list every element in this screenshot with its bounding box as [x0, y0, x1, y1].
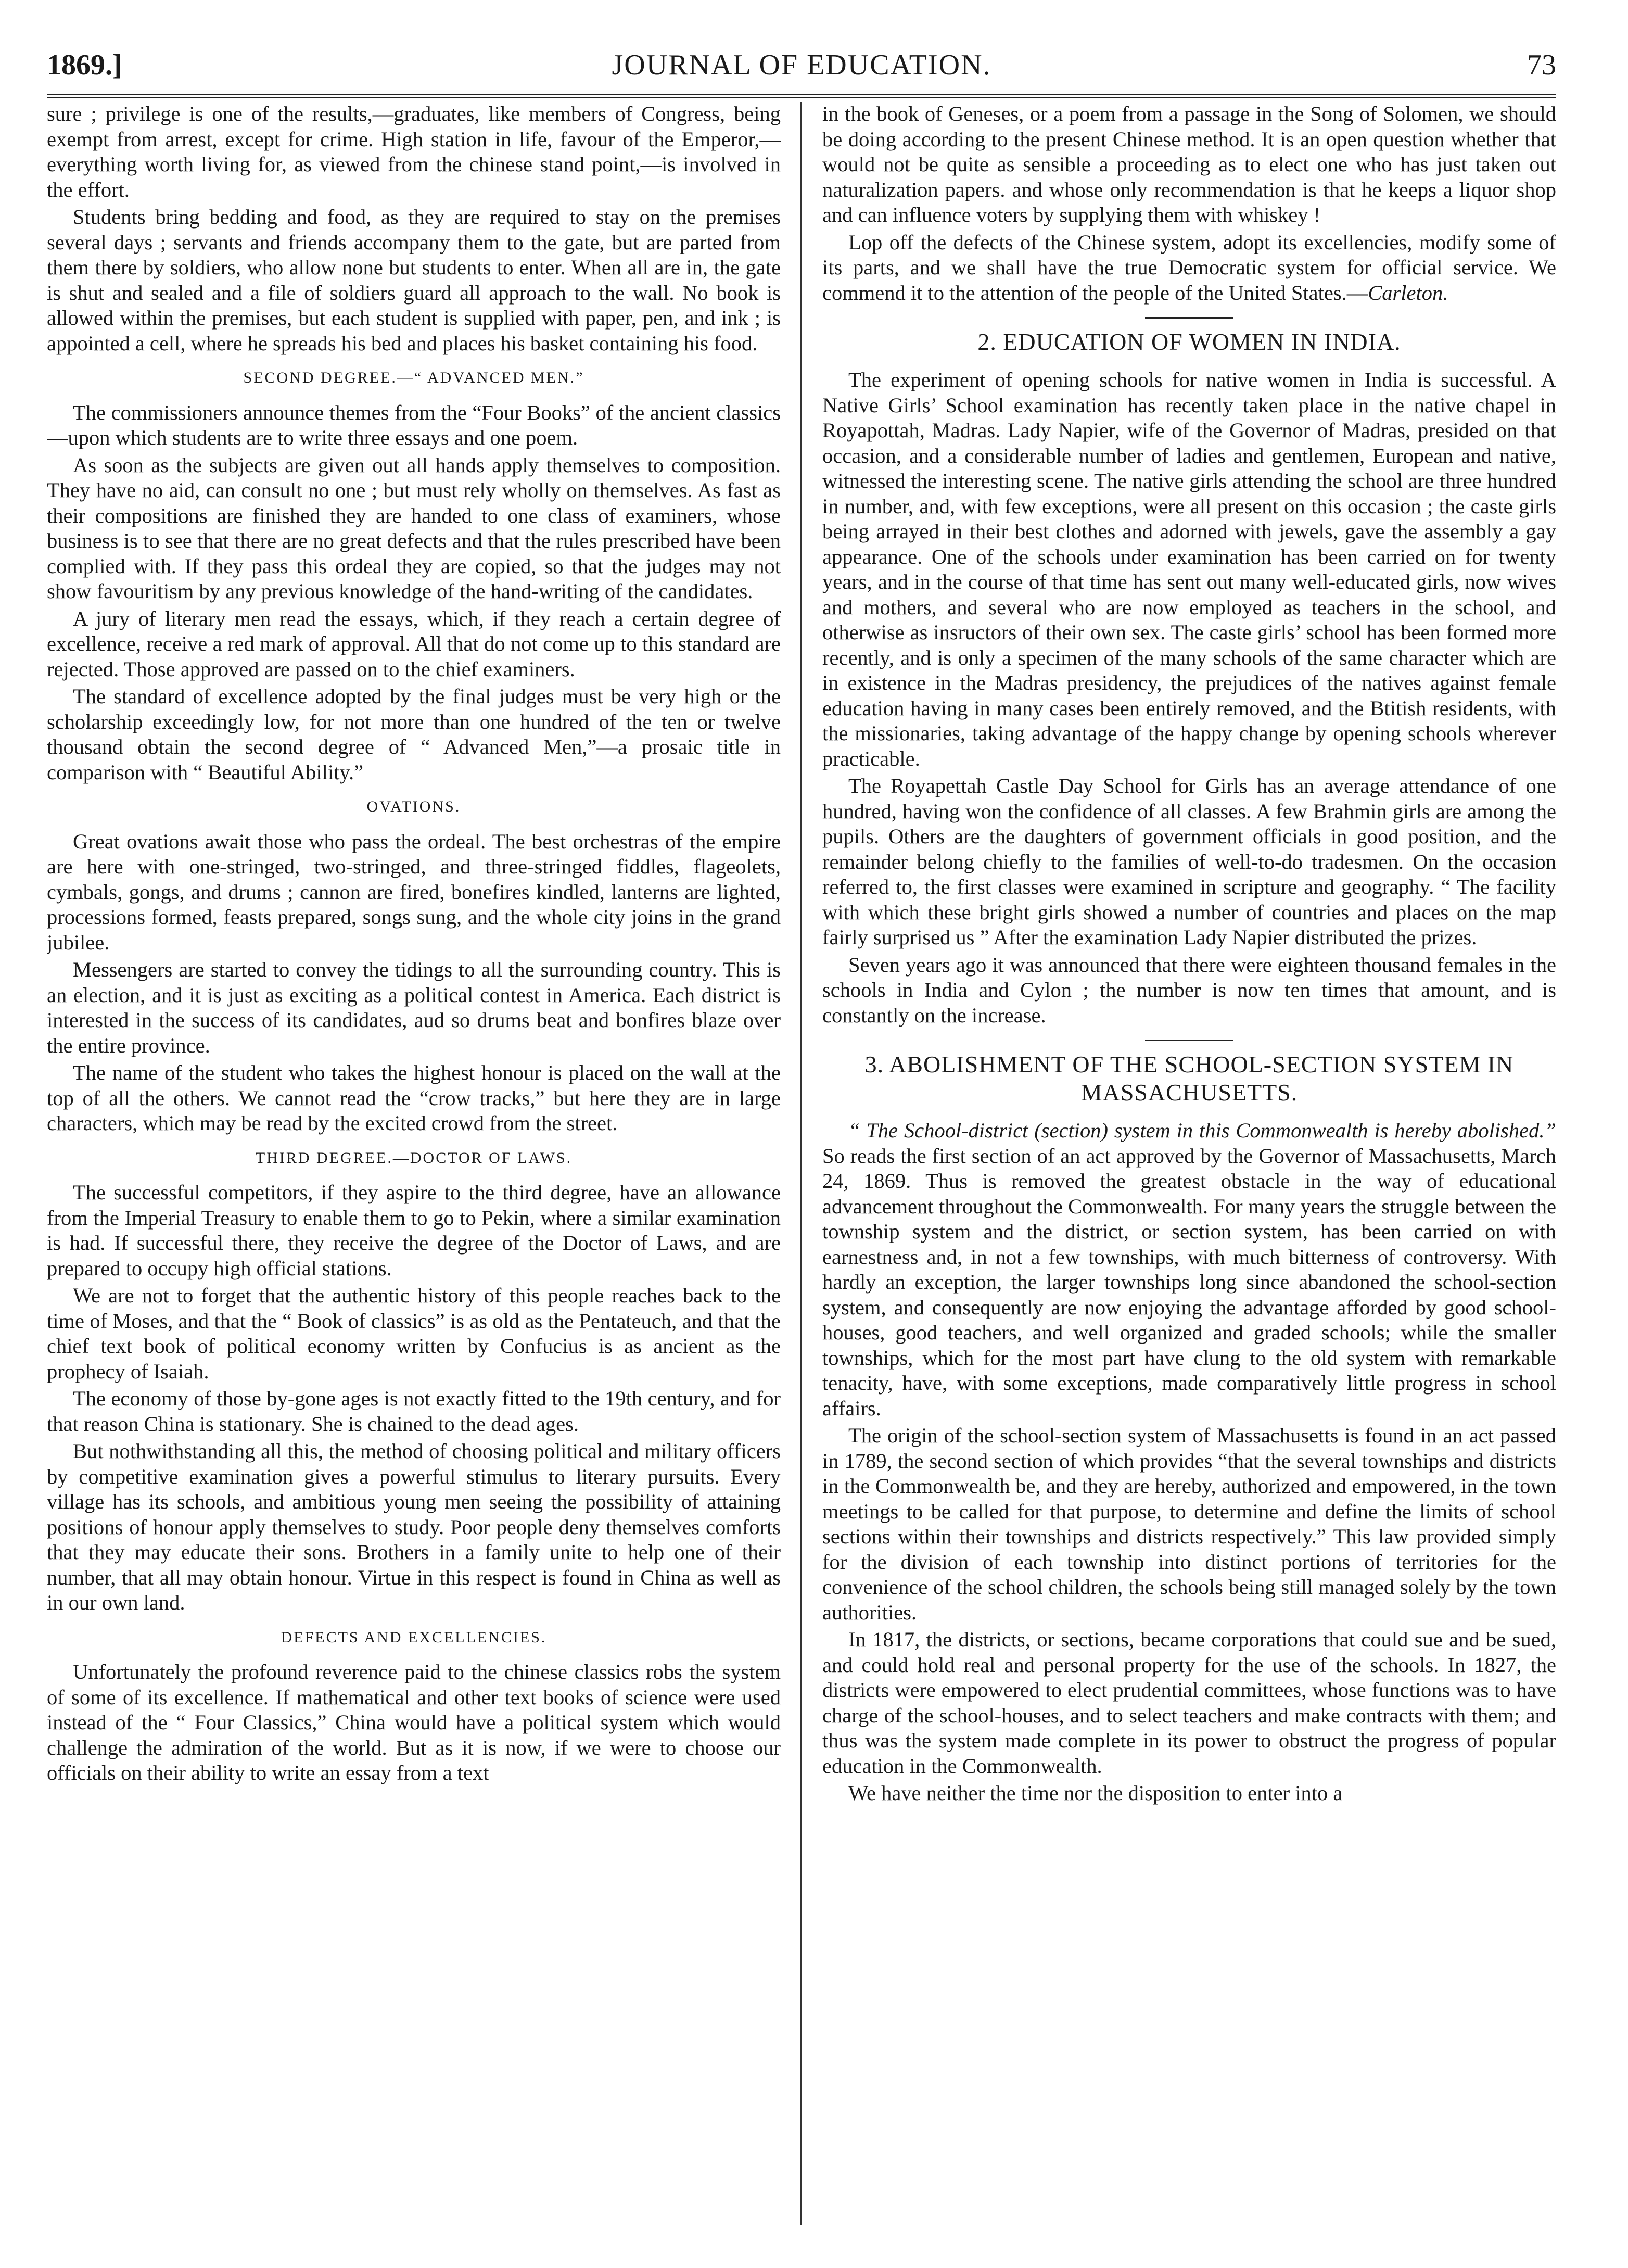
quoted-act: “ The School-district (section) system in this Commonwealth is hereby abolished.” — [848, 1119, 1556, 1142]
paragraph: We have neither the time nor the disposition to enter into a — [848, 1781, 1343, 1805]
paragraph: Unfortunately the profound reverence paid to the chinese classics robs the system of some of its excellence. If mathematical and other text books of science were used instead of the “ Four Classics,” China would have a political system which would challenge the admiration of the world. But as it is now, if we were to choose our officials on their ability to write an essay from a text — [47, 1660, 781, 1784]
paragraph: We are not to forget that the authentic history of this people reaches back to the time of Moses, and that the “ Book of classics” is as old as the Pentateuch, and that the chief text book of political economy written by Confucius is as ancient as the prophecy of Isaiah. — [47, 1284, 781, 1383]
section-title-abolishment-school-section: 3. ABOLISHMENT OF THE SCHOOL-SECTION SYSTEM IN MASSACHUSETTS. — [864, 1051, 1514, 1106]
author-signature: Carleton. — [1368, 281, 1448, 305]
paragraph-text: Lop off the defects of the Chinese system, adopt its excellencies, modify some of its parts, and we shall have the true Democratic system for official service. We commend it to the attention of the people of the United States.— — [822, 230, 1556, 305]
header-year: 1869.] — [47, 49, 122, 81]
paragraph: The successful competitors, if they aspire to the third degree, have an allowance from the Imperial Treasury to enable them to go to Pekin, where a similar examination is had. If successful there, they receive the degree of the Doctor of Laws, and are prepared to occupy high official stations. — [47, 1181, 781, 1280]
paragraph: Great ovations await those who pass the ordeal. The best orchestras of the empire are here with one-stringed, two-stringed, and three-stringed fiddles, flageolets, cymbals, gongs, and drums ; cannon are fired, bonefires kindled, lanterns are lighted, processions formed, feasts prepared, songs sung, and the whole city joins in the grand jubilee. — [47, 829, 781, 954]
paragraph — [822, 230, 1556, 306]
paragraph: Messengers are started to convey the tidings to all the surrounding country. This is an election, and it is just as exciting as a political contest in America. Each district is interested in the success of its candidates, aud so drums beat and bonfires blaze over the entire province. — [47, 958, 781, 1057]
section-title-education-women-india: 2. EDUCATION OF WOMEN IN INDIA. — [977, 328, 1401, 355]
paragraph: The economy of those by-gone ages is not exactly fitted to the 19th century, and for that reason China is stationary. She is chained to the dead ages. — [47, 1387, 781, 1436]
paragraph: sure ; privilege is one of the results,—graduates, like members of Congress, being exempt from arrest, except for crime. High station in life, favour of the Emperor,—everything worth living for, as viewed from the chinese stand point,—is involved in the effort. — [47, 102, 781, 201]
paragraph: In 1817, the districts, or sections, became corporations that could sue and be sued, and could hold real and personal property for the use of the schools. In 1827, the districts were empowered to elect prudential committees, whose functions was to have charge of the school-houses, and to select teachers and make contracts with them; and thus was the system made complete in its power to obstruct the progress of popular education in the Commonwealth. — [822, 1628, 1556, 1778]
paragraph: The Royapettah Castle Day School for Girls has an average attendance of one hundred, having won the confidence of all classes. A few Brahmin girls are among the pupils. Others are the daughters of government officials in good position, and the remainder belong chiefly to the families of well-to-do tradesmen. On the occasion referred to, the first classes were examined in scripture and geography. “ The facility with which these bright girls showed a number of countries and places on the map fairly surprised us ” After the examination Lady Napier distributed the prizes. — [822, 774, 1556, 949]
paragraph: As soon as the subjects are given out all hands apply themselves to composition. They have no aid, can consult no one ; but must rely wholly on themselves. As fast as their compositions are finished they are handed to one class of examiners, whose business is to see that there are no great defects and that the rules prescribed have been complied with. If they pass this ordeal they are copied, so that the judges may not show favouritism by any previous knowledge of the hand-writing of the candidates. — [47, 453, 781, 603]
subheading-ovations: OVATIONS. — [366, 798, 461, 815]
paragraph: Seven years ago it was announced that there were eighteen thousand females in the schools in India and Cylon ; the number is now ten times that amount, and is constantly on the increase. — [822, 953, 1556, 1027]
paragraph: But nothwithstanding all this, the method of choosing political and military officers by competitive examination gives a powerful stimulus to literary pursuits. Every village has its schools, and ambitious young men seeing the possibility of attaining positions of honour apply themselves to study. Poor people deny themselves comforts that they may educate their sons. Brothers in a family unite to help one of their number, that all may obtain honour. Virtue in this respect is found in China as well as in our own land. — [47, 1439, 781, 1614]
paragraph: A jury of literary men read the essays, which, if they reach a certain degree of excellence, receive a red mark of approval. All that do not come up to this standard are rejected. Those approved are passed on to the chief examiners. — [47, 606, 781, 681]
two-column-body — [47, 102, 1556, 2225]
paragraph: The name of the student who takes the highest honour is placed on the wall at the top of all the others. We cannot read the “crow tracks,” but here they are in large characters, which may be read by the excited crowd from the street. — [47, 1061, 781, 1135]
paragraph-text: So reads the first section of an act approved by the Governor of Massachusetts, March 24, 1869. Thus is removed the greatest obstacle in the way of educational advancement throughout the Commonwealth. For many years the struggle between the township system and the district, or section system, has been carried on with earnestness and, in not a few townships, with much bitterness of controversy. With hardly an exception, the larger townships long since abandoned the school-section system, and consequently are now enjoying the advantage afforded by good school-houses, good teachers, and well organized and graded schools; while the smaller townships, which for the most part have clung to the old system with remarkable tenacity, have, with some exceptions, made comparatively little progress in school affairs. — [822, 1144, 1556, 1420]
journal-page — [47, 36, 1556, 2233]
subheading-third-degree: THIRD DEGREE.—DOCTOR OF LAWS. — [255, 1149, 573, 1167]
paragraph: The standard of excellence adopted by the final judges must be very high or the scholarship exceedingly low, for not more than one hundred of the ten or twelve thousand obtain the second degree of “ Advanced Men,”—a prosaic title in comparison with “ Beautiful Ability.” — [47, 685, 781, 784]
section-rule — [1145, 1040, 1233, 1041]
header-rule — [47, 94, 1556, 98]
header-page-number: 73 — [1527, 49, 1556, 81]
paragraph: The experiment of opening schools for native women in India is successful. A Native Girls’ School examination has recently taken place in the native chapel in Royapottah, Madras. Lady Napier, wife of the Governor of Madras, presided on that occasion, and a considerable number of ladies and gentlemen, European and native, witnessed the interesting scene. The native girls attending the school are three hundred in number, and, with few exceptions, were all present on this occasion ; the caste girls being arrayed in their best clothes and adorned with jewels, gave the assembly a gay appearance. One of the schools under examination has been carried on for twenty years, and in the course of that time has sent out many well-educated girls, now wives and mothers, and several who are now employed as teachers in the school, and otherwise as insructors of their own sex. The caste girls’ school has been formed more recently, and is only a specimen of the many schools of the same character which are in existence in the Madras presidency, the prejudices of the natives against female education having in many cases been entirely removed, and the Btitish residents, with the missionaries, taking advantage of the happy change by opening schools wherever practicable. — [822, 368, 1556, 770]
header-journal-title: JOURNAL OF EDUCATION. — [612, 49, 991, 81]
running-header — [47, 36, 1556, 94]
column-divider — [800, 102, 802, 2225]
left-column — [47, 102, 781, 2225]
paragraph: Students bring bedding and food, as they are required to stay on the premises several days ; servants and friends accompany them to the gate, but are parted from them there by soldiers, who allow none but students to enter. When all are in, the gate is shut and sealed and a file of soldiers guard all approach to the wall. No book is allowed within the premises, but each student is supplied with paper, pen, and ink ; is appointed a cell, where he spreads his bed and places his basket containing his food. — [47, 205, 781, 355]
paragraph: The origin of the school-section system of Massachusetts is found in an act passed in 1789, the second section of which provides “that the several townships and districts in the Commonwealth be, and they are hereby, authorized and empowered, in the town meetings to be called for that purpose, to determine and define the limits of school sections within their townships and districts respectively.” This law provided simply for the division of each township into distinct portions of territories for the convenience of the school children, the schools being still managed solely by the town authorities. — [822, 1424, 1556, 1624]
section-rule — [1145, 317, 1233, 319]
subheading-second-degree: SECOND DEGREE.—“ ADVANCED MEN.” — [243, 369, 584, 386]
paragraph — [822, 1118, 1556, 1421]
subheading-defects: DEFECTS AND EXCELLENCIES. — [281, 1628, 547, 1646]
paragraph: in the book of Geneses, or a poem from a passage in the Song of Solomen, we should be doing according to the present Chinese method. It is an open question whether that would not be quite as sensible a proceeding as to elect one who has just taken out naturalization papers. and whose only recommendation is that he keeps a liquor shop and can influence voters by supplying them with whiskey ! — [822, 102, 1556, 226]
right-column — [822, 102, 1556, 2225]
paragraph: The commissioners announce themes from the “Four Books” of the ancient classics—upon which students are to write three essays and one poem. — [47, 400, 781, 449]
